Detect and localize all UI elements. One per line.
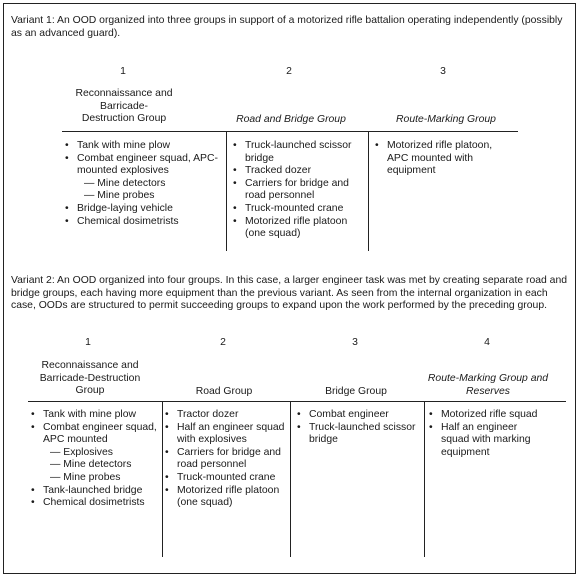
v2-group2-number: 2	[220, 337, 226, 348]
v1-column-divider-2	[368, 131, 369, 251]
v2-column-divider-1	[162, 401, 163, 557]
list-item: — Mine detectors	[84, 177, 166, 189]
v1-group2-title: Road and Bridge Group	[236, 114, 346, 125]
v2-group3-number: 3	[352, 337, 358, 348]
v2-group1-number: 1	[85, 337, 91, 348]
list-item: • Combat engineer squad, APC-mounted explosives	[64, 153, 222, 178]
v1-header-rule	[62, 131, 518, 132]
list-item: • Bridge-laying vehicle	[64, 203, 222, 216]
v2-group3-list	[296, 409, 420, 447]
list-item: • Motorized rifle platoon (one squad)	[164, 485, 288, 510]
v1-group2-list	[232, 140, 362, 241]
list-item: • Truck-mounted crane	[232, 203, 362, 216]
list-item: — Mine probes	[50, 471, 121, 483]
list-item: • Half an engineer squad with explosives	[164, 422, 288, 447]
list-item: — Explosives	[50, 446, 113, 458]
list-item: • Chemical dosimetrists	[30, 497, 158, 510]
v2-column-divider-2	[290, 401, 291, 557]
v1-group2-number: 2	[286, 66, 292, 77]
list-item: • Tank-launched bridge	[30, 485, 158, 498]
v1-group3-title: Route-Marking Group	[396, 114, 496, 125]
list-item: • Tracked dozer	[232, 165, 362, 178]
v2-column-divider-3	[424, 401, 425, 557]
list-item: • Truck-launched scissor bridge	[296, 422, 420, 447]
v2-group2-title: Road Group	[195, 386, 253, 397]
v1-group3-number: 3	[440, 66, 446, 77]
list-item: • Tractor dozer	[164, 409, 288, 422]
list-item: • Tank with mine plow	[30, 409, 158, 422]
v1-group1-number: 1	[120, 66, 126, 77]
v2-group4-title: Route-Marking Group and Reserves	[427, 373, 549, 397]
list-item: • Carriers for bridge and road personnel	[164, 447, 288, 472]
list-item: • Combat engineer squad, APC mounted	[30, 422, 158, 447]
v2-group3-title: Bridge Group	[325, 386, 387, 397]
list-item: • Chemical dosimetrists	[64, 216, 222, 229]
list-item: • Truck-mounted crane	[164, 472, 288, 485]
variant1-intro: Variant 1: An OOD organized into three groups in support of a motorized rifle battalion operating independently (possibly as an advanced guard).	[11, 15, 563, 39]
v1-column-divider-1	[226, 131, 227, 251]
list-item: • Tank with mine plow	[64, 140, 222, 153]
v2-group4-number: 4	[484, 337, 490, 348]
v1-group3-list	[374, 140, 504, 178]
v2-group1-title: Reconnaissance and Barricade-Destruction Group	[39, 360, 141, 397]
list-item: — Mine probes	[84, 190, 155, 202]
list-item: • Motorized rifle platoon (one squad)	[232, 216, 362, 241]
list-item: • Motorized rifle squad	[428, 409, 548, 422]
v1-group1-title: Reconnaissance and Barricade-Destruction Group	[75, 88, 173, 125]
list-item: • Combat engineer	[296, 409, 420, 422]
list-item: • Carriers for bridge and road personnel	[232, 178, 362, 203]
v2-group4-list	[428, 409, 548, 459]
list-item: • Motorized rifle platoon, APC mounted with equipment	[374, 140, 504, 178]
list-item: — Mine detectors	[50, 459, 132, 471]
list-item: • Half an engineer squad with marking equipment	[428, 422, 548, 460]
v2-group1-list	[30, 409, 158, 510]
variant2-intro: Variant 2: An OOD organized into four groups. In this case, a larger engineer task was met by creating separate road and bridge groups, each having more equipment than the previous variant. As seen from the internal organization in each case, OODs are structured to permit succeeding groups to expand upon the work performed by the preceding group.	[11, 275, 568, 312]
list-item: • Truck-launched scissor bridge	[232, 140, 362, 165]
v2-group2-list	[164, 409, 288, 510]
v1-group1-list	[64, 140, 222, 228]
v2-header-rule	[28, 401, 566, 402]
